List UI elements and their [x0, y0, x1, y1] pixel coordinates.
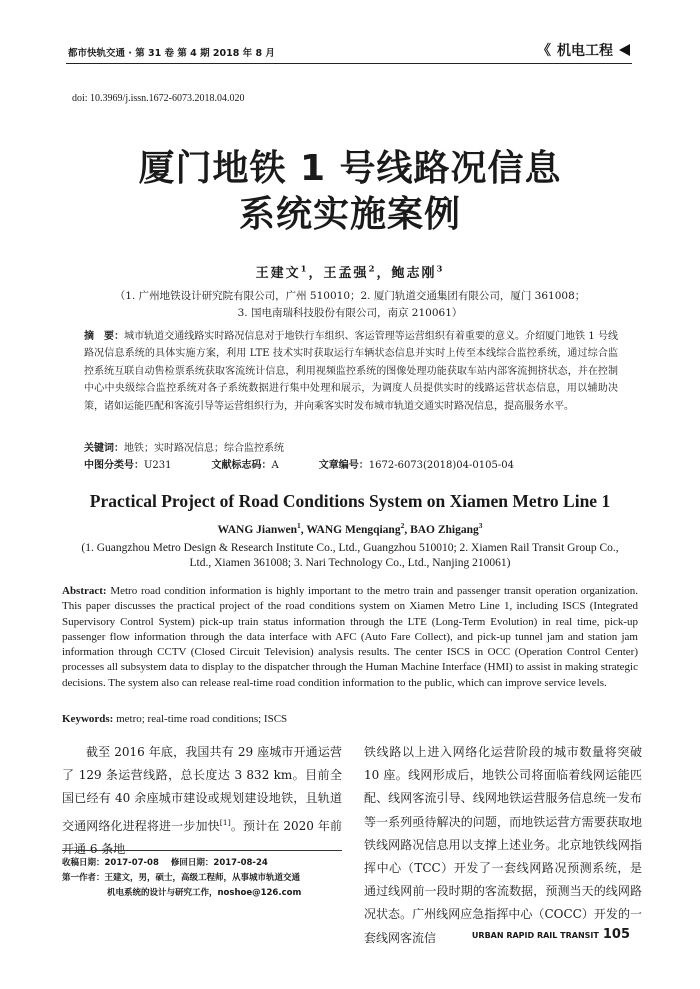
abstract-en-label: Abstract:: [62, 585, 107, 597]
clc-number: 中图分类号：U231: [84, 460, 172, 471]
abstract-cn-text: 城市轨道交通线路实时路况信息对于地铁行车组织、客运管理等运营组织有着重要的意义。介绍厦门地铁 1 号线路况信息系统的具体实施方案，利用 LTE 技术实时获取运行车辆状态信息并实时上传至本线综合监控系统，通过综合监控系统互联自动售检票系统获取客流统计信息，利用视频监控系统的图像处理功能获取车站内部客流拥挤状态，并在控制中心中央级综合监控系统对各子系统数据进行集中处理和展示，为调度人员提供实时的线路运营状态信息，用以辅助决策，诸如运能匹配和客流引导等运营组织行为，并向乘客实时发布城市轨道交通实时路况信息，提高服务水平。: [84, 331, 618, 412]
author-affil-mark: 1: [297, 521, 301, 530]
footnote-divider: [62, 850, 342, 851]
authors-cn: [0, 262, 700, 281]
header-divider: [66, 63, 632, 64]
doi-line: doi: 10.3969/j.issn.1672-6073.2018.04.020: [72, 93, 245, 104]
author-separator: ,: [404, 523, 411, 536]
document-code: 文献标志码：A: [211, 460, 279, 471]
body-column-left: [62, 741, 342, 861]
author-name: WANG Jianwen: [217, 523, 298, 536]
footnote-author-cont: 机电系统的设计与研究工作，noshoe@126.com: [107, 888, 302, 898]
abstract-en: [62, 584, 638, 691]
journal-header: 都市快轨交通 · 第 31 卷 第 4 期 2018 年 8 月: [68, 48, 275, 59]
body-column-right: [364, 741, 642, 950]
author-separator: ，: [376, 266, 392, 281]
title-cn-line2: 系统实施案例: [238, 194, 461, 235]
double-chevron-icon: 《: [537, 43, 551, 59]
author-separator: ,: [300, 523, 307, 536]
author-name: 王孟强: [323, 266, 369, 281]
affiliations-cn-line2: 3. 国电南瑞科技股份有限公司，南京 210061）: [237, 307, 463, 319]
author-affil-mark: 3: [478, 521, 483, 530]
title-cn-line1: 厦门地铁 1 号线路况信息: [138, 148, 562, 189]
page-number: 105: [602, 927, 630, 942]
authors-en: [0, 521, 700, 536]
abstract-cn-label: 摘 要：: [84, 331, 125, 342]
author-name: 鲍志刚: [391, 266, 437, 281]
author-affil-mark: 2: [400, 521, 405, 530]
author-affil-mark: 2: [368, 263, 377, 274]
classification-line: [84, 457, 618, 474]
citation-ref[interactable]: [1]: [219, 817, 231, 827]
footnote: [62, 856, 342, 901]
body-paragraph: 截至 2016 年底，我国共有 29 座城市开通运营了 129 条运营线路，总长度达 3 832 km。目前全国已经有 40 余座城市建设或规划建设地铁，且轨道交通网络化进程将进一步加快[1]。预计在 2020 年前开通 6 条地: [62, 745, 342, 856]
triangle-left-icon: [619, 44, 630, 56]
keywords-en-label: Keywords:: [62, 713, 114, 725]
section-label: 机电工程: [557, 43, 613, 59]
section-header: [537, 40, 630, 60]
article-number: 文章编号：1672-6073(2018)04-0105-04: [318, 460, 514, 471]
author-separator: ，: [308, 266, 324, 281]
page-footer: [472, 927, 630, 942]
affiliations-en: (1. Guangzhou Metro Design & Research Institute Co., Ltd., Guangzhou 510010; 2. Xiamen Rail Transit Group Co., Ltd., Xiamen 361008; 3. Nari Technology Co., Ltd., Nanjing 210061): [81, 542, 619, 569]
body-paragraph: 铁线路以上进入网络化运营阶段的城市数量将突破 10 座。线网形成后，地铁公司将面临着线网运能匹配、线网客流引导、线网地铁运营服务信息统一发布等一系列亟待解决的问题，而地铁运营方需要获取地铁线网路况信息用以支撑上述业务。北京地铁线网指挥中心（TCC）开发了一套线网路况预测系统，是通过线网前一段时期的客流数据，预测当天的线网路况状态。广州线网应急指挥中心（COCC）开发的一套线网客流信: [364, 745, 642, 945]
keywords-cn: [84, 440, 618, 457]
footnote-author: 第一作者：王建文，男，硕士，高级工程师，从事城市轨道交通: [62, 873, 301, 883]
keywords-en: [62, 713, 287, 725]
affiliations-cn-line1: （1. 广州地铁设计研究院有限公司，广州 510010；2. 厦门轨道交通集团有限公司，厦门 361008；: [114, 290, 586, 302]
abstract-en-text: Metro road condition information is highly important to the metro train and passenger transit operation organization. This paper discusses the practical project of the road conditions system on Xiamen Metro Line 1, including ISCS (Integrated Supervisory Control System) pick-up train status information through the LTE (Long-Term Evolution) in real time, pick-up passenger flow information through the data interface with AFC (Auto Fare Collect), and pick-up tunnel jam and station jam information through CCTV (Closed Circuit Television) analysis results. The center ISCS in OCC (Operation Control Center) processes all subsystem data to display to the dispatcher through the Human Machine Interface (HMI) to assist in making strategic decisions. The system also can release real-time road condition information to the public, which can improve service levels.: [62, 585, 638, 689]
author-name: WANG Mengqiang: [306, 523, 401, 536]
keywords-cn-label: 关键词：: [84, 443, 124, 454]
keywords-en-text: metro; real-time road conditions; ISCS: [113, 713, 288, 725]
author-affil-mark: 1: [300, 263, 309, 274]
footnote-dates: 收稿日期：2017-07-08 修回日期：2017-08-24: [62, 858, 268, 868]
author-name: 王建文: [255, 266, 301, 281]
title-en: Practical Project of Road Conditions System on Xiamen Metro Line 1: [89, 491, 611, 511]
footer-journal: URBAN RAPID RAIL TRANSIT: [471, 931, 599, 940]
abstract-cn: [84, 328, 618, 415]
author-name: BAO Zhigang: [410, 523, 479, 536]
author-affil-mark: 3: [436, 263, 445, 274]
keywords-cn-text: 地铁；实时路况信息；综合监控系统: [124, 443, 284, 454]
